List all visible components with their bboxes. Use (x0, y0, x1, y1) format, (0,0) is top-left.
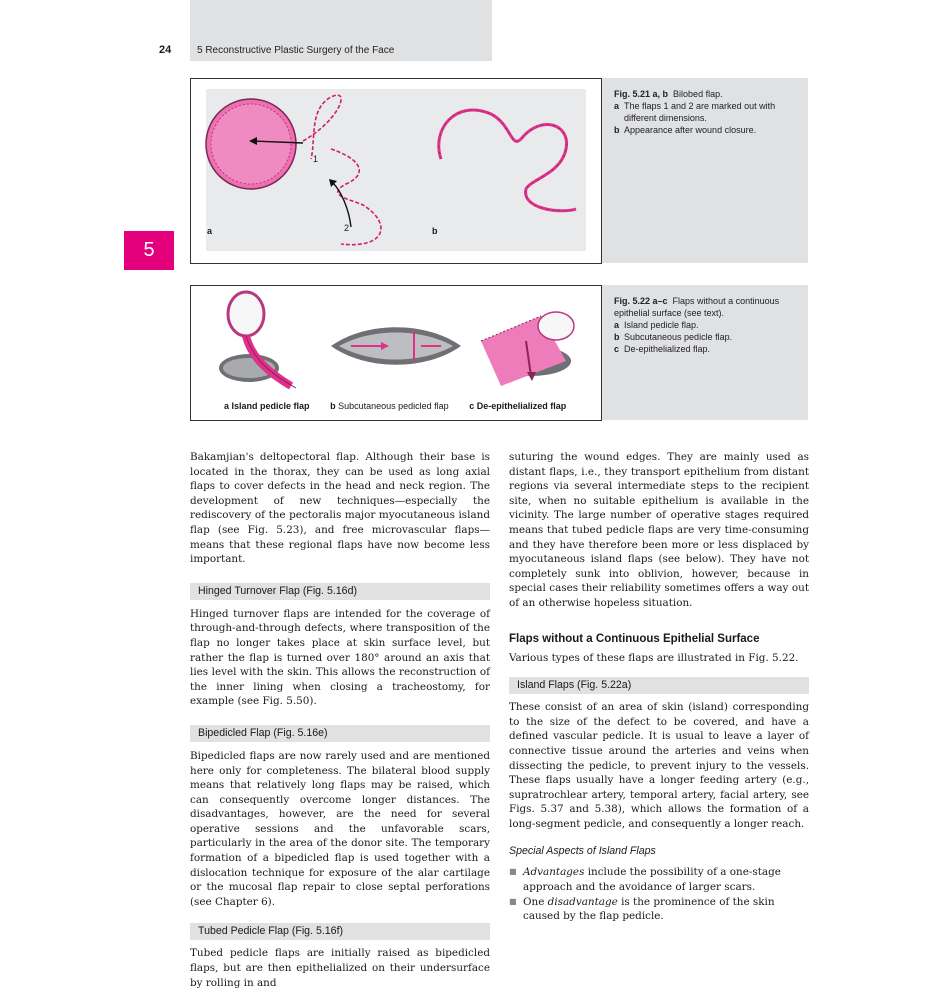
figure-5-21-label-b: b (432, 226, 438, 236)
hinged-turnover-heading: Hinged Turnover Flap (Fig. 5.16d) (190, 583, 490, 600)
chapter-tab: 5 (124, 231, 174, 270)
bullet-lead: One (523, 895, 548, 908)
caption-item-text: Subcutaneous pedicle flap. (624, 332, 733, 342)
caption-title: Fig. 5.21 a, b (614, 89, 669, 99)
flaps-intro: Various types of these flaps are illustrated in Fig. 5.22. (509, 651, 799, 664)
right-column (509, 450, 809, 924)
caption-item-text: Appearance after wound closure. (624, 125, 757, 135)
list-item (509, 865, 809, 894)
caption-item-text: De-epithelialized flap. (624, 344, 711, 354)
bullet-icon: ■ (509, 896, 517, 906)
flap-number-2: 2 (344, 223, 350, 233)
figure-5-22-label-row (224, 401, 566, 411)
flaps-without-epithelium-illustration (191, 286, 601, 420)
island-flaps-heading: Island Flaps (Fig. 5.22a) (509, 677, 809, 694)
bilobed-flap-illustration (191, 79, 601, 263)
tubed-pedicle-paragraph: Tubed pedicle flaps are initially raised as bipedicled flaps, but are then epithelialized on their undersurface by rolling in and (190, 947, 490, 989)
bipedicled-paragraph: Bipedicled flaps are now rarely used and are mentioned here only for completeness. The bilateral blood supply means that relatively long flaps may be raised, which can consequently overcome longer distances. The disadvantages, however, are the need for several operative sessions and the unfavorable scars, particularly in the area of the donor site. The temporary formation of a bipedicled flap is used together with a dislocation technique for exposure of the alar cartilage or the mucosal flap repair to close septal perforations (see Chapter 6). (190, 749, 490, 908)
caption-title: Fig. 5.22 a–c (614, 296, 668, 306)
figure-5-22-caption (614, 295, 800, 355)
caption-item-text: The flaps 1 and 2 are marked out with different dimensions. (624, 101, 776, 123)
label-c: c De-epithelialized flap (469, 401, 567, 411)
caption-item-label: b (614, 332, 620, 342)
caption-item-label: a (614, 101, 620, 111)
island-flaps-paragraph: These consist of an area of skin (island) corresponding to the size of the defect to be covered, and have a defined vascular pedicle. It is usual to leave a layer of connective tissue around the arteries and veins when dissecting the pedicle, to prevent injury to the vessels. These flaps usually have a longer feeding artery (e.g., supratrochlear artery, temporal artery, facial artery, see Figs. 5.37 and 5.38), which allows the formation of a long-segment pedicle, and consequently a longer reach. (509, 701, 809, 830)
left-column (190, 450, 490, 990)
list-item (509, 895, 809, 924)
caption-item-label: a (614, 320, 620, 330)
special-aspects-list (509, 865, 809, 923)
bullet-lead-italic: disadvantage (547, 895, 618, 908)
continuation-paragraph: suturing the wound edges. They are mainly used as distant flaps, i.e., they transport epithelium from distant regions via several intermediate steps to the recipient site, when no suitable epithelium is available in the vicinity. The large number of operative stages required means that tubed pedicle flaps are very time-consuming and they have therefore been more or less displaced by myocutaneous island flaps (see below). They have not completely sunk into oblivion, however, because in special cases their reliability sometimes offers a way out of an otherwise hopeless situation. (509, 451, 809, 609)
bullet-icon: ■ (509, 867, 517, 877)
running-title: 5 Reconstructive Plastic Surgery of the Face (197, 45, 395, 56)
bullet-text: include the possibility of a one-stage approach and the avoidance of larger scars. (523, 866, 781, 894)
flap-number-1: 1 (313, 154, 319, 164)
hinged-turnover-paragraph: Hinged turnover flaps are intended for the coverage of through-and-through defects, where transposition of the flap no longer takes place at skin surface level, but rather the flap is turned over 180° around an axis that lies level with the skin. This allows the reconstruction of the inner lining when closing a tracheostomy, for example (see Fig. 5.50). (190, 607, 490, 708)
caption-subtitle: Bilobed flap. (673, 89, 723, 99)
caption-item-label: c (614, 344, 620, 354)
figure-5-21-caption (614, 88, 794, 136)
label-a: a Island pedicle flap (224, 401, 310, 411)
caption-subtitle: Flaps without a continuous epithelial surface (see text). (614, 296, 780, 318)
bullet-lead: Advantages (523, 866, 585, 879)
label-b: b Subcutaneous pedicled flap (330, 401, 449, 411)
figure-5-21-box (190, 78, 602, 264)
flaps-without-epithelium-heading: Flaps without a Continuous Epithelial Surface (509, 632, 760, 645)
page-number: 24 (159, 44, 172, 56)
tubed-pedicle-heading: Tubed Pedicle Flap (Fig. 5.16f) (190, 923, 490, 940)
caption-item-label: b (614, 125, 620, 135)
figure-5-21-label-a: a (207, 226, 213, 236)
intro-paragraph: Bakamjian's deltopectoral flap. Although their base is located in the thorax, they can be used as long axial flaps to cover defects in the head and neck region. The development of new techniques—especially the rediscovery of the pectoralis major myocutaneous island flap (see Fig. 5.23), and free microvascular flaps—means that these regional flaps have now become less important. (190, 451, 490, 566)
caption-item-text: Island pedicle flap. (624, 320, 699, 330)
bullet-text: is the prominence of the skin caused by the flap pedicle. (523, 895, 775, 923)
special-aspects-heading: Special Aspects of Island Flaps (509, 845, 656, 858)
bipedicled-heading: Bipedicled Flap (Fig. 5.16e) (190, 725, 490, 742)
